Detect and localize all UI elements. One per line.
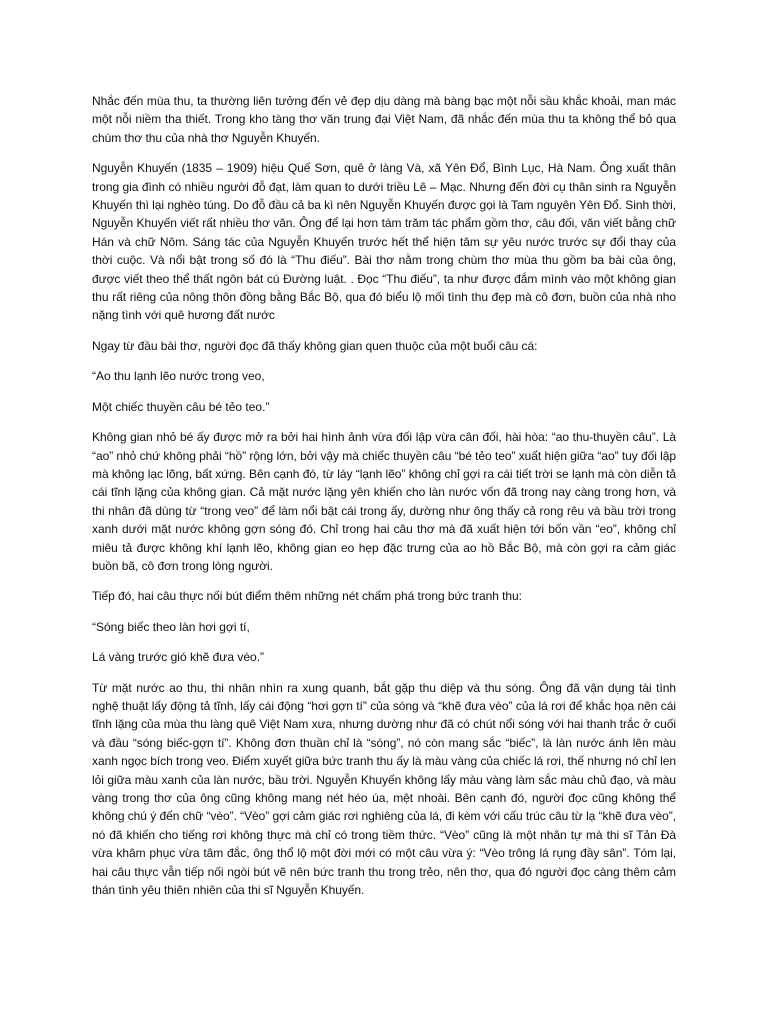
author-paragraph: Nguyễn Khuyến (1835 – 1909) hiệu Quế Sơn, quê ở làng Và, xã Yên Đổ, Bình Lục, Hà Nam. Ông xuất thân trong gia đình có nhiều người đỗ đạt, làm quan to dưới triều Lê – Mạc. Nhưng đến đời cụ thân sinh ra Nguyễn Khuyến thì lại nghèo túng. Do đỗ đầu cả ba kì nên Nguyễn Khuyến được gọi là Tam nguyên Yên Đổ. Sinh thời, Nguyễn Khuyến viết rất nhiều thơ văn. Ông để lại hơn tám trăm tác phẩm gồm thơ, câu đối, văn viết bằng chữ Hán và chữ Nôm. Sáng tác của Nguyễn Khuyến trước hết thể hiện tâm sự yêu nước trước sự đổi thay của thời cuộc. Và nổi bật trong số đó là “Thu điếu”. Bài thơ nằm trong chùm thơ mùa thu gồm ba bài của ông, được viết theo thể thất ngôn bát cú Đường luật. . Đọc “Thu điếu”, ta như được đắm mình vào một không gian thu rất riêng của nông thôn đồng bằng Bắc Bộ, qua đó biểu lộ mối tình thu đẹp mà cô đơn, buồn của nhà nho nặng tình với quê hương đất nước <box>92 161 676 323</box>
analysis-paragraph-1: Không gian nhỏ bé ấy được mở ra bởi hai hình ảnh vừa đối lập vừa cân đối, hài hòa: “ao thu-thuyền câu”. Là “ao” nhỏ chứ không phải “hồ” rộng lớn, bởi vậy mà chiếc thuyền câu “bé tẻo teo” xuất hiện giữa “ao” tuy đối lập mà không lạc lõng, bất xứng. Bên cạnh đó, từ láy “lạnh lẽo” không chỉ gợi ra cái tiết trời se lạnh mà còn diễn tả cái tĩnh lặng của không gian. Cả mặt nước lặng yên khiến cho làn nước vốn đã trong nay càng trong hơn, và thi nhân đã dùng từ “trong veo” để làm nổi bật cái trong ấy, dường như ông thấy cả rong rêu và bầu trời trong xanh dưới mặt nước không gợn sóng đó. Chỉ trong hai câu thơ mà đã xuất hiện tới bốn vần “eo”, không chỉ miêu tả được không khí lạnh lẽo, không gian eo hẹp đặc trưng của ao hồ Bắc Bộ, mà còn gợi ra cảm giác buồn bã, cô đơn trong lòng người. <box>92 430 676 573</box>
lead-in-paragraph-2: Tiếp đó, hai câu thực nối bút điểm thêm những nét chấm phá trong bức tranh thu: <box>92 589 522 604</box>
intro-paragraph: Nhắc đến mùa thu, ta thường liên tưởng đến vẻ đẹp dịu dàng mà bàng bạc một nỗi sầu khắc khoải, man mác một nỗi niềm tha thiết. Trong kho tàng thơ văn trung đại Việt Nam, đã nhắc đến mùa thu ta không thể bỏ qua chùm thơ thu của nhà thơ Nguyễn Khuyến. <box>92 94 676 145</box>
poem-line-3: “Sóng biếc theo làn hơi gợi tí, <box>92 619 250 634</box>
poem-line-1: “Ao thu lạnh lẽo nước trong veo, <box>92 369 265 384</box>
poem-line-4: Lá vàng trước gió khẽ đưa vèo.” <box>92 650 265 665</box>
analysis-paragraph-2: Từ mặt nước ao thu, thi nhân nhìn ra xung quanh, bắt gặp thu diệp và thu sóng. Ông đã vận dụng tài tình nghệ thuật lấy động tả tĩnh, lấy cái động “hơi gợn tí” của sóng và “khẽ đưa vèo” của lá rơi để khắc họa nên cái tĩnh lặng của mùa thu làng quê Việt Nam xưa, nhưng dường như đã có chút nổi sóng với hai thanh trắc ở cuối và đầu “sóng biếc-gợn tí”. Không đơn thuần chỉ là “sóng”, nó còn mang sắc “biếc”, là làn nước ánh lên màu xanh ngọc bích trong veo. Điểm xuyết giữa bức tranh thu ấy là màu vàng của chiếc lá rơi, thế nhưng nó chỉ len lỏi giữa màu xanh của làn nước, bầu trời. Nguyễn Khuyến không lấy màu vàng làm sắc màu chủ đạo, và màu vàng trong thơ của ông cũng không mang nét héo úa, mệt nhoài. Bên cạnh đó, người đọc cũng không thể không chú ý đến chữ “vèo”. “Vèo” gợi cảm giác rơi nghiêng của lá, đi kèm với cấu trúc câu từ lạ “khẽ đưa vèo”, nó đã khiến cho tiếng rơi không thực mà chỉ có trong tiềm thức. “Vèo” cũng là một nhân tự mà thi sĩ Tản Đà vừa khâm phục vừa tâm đắc, ông thổ lộ một đời mới có một câu vừa ý: “Vèo trông lá rụng đầy sân”. Tóm lại, hai câu thực vẫn tiếp nối ngòi bút vẽ nên bức tranh thu trong trẻo, nên thơ, qua đó người đọc càng thêm cảm thán tình yêu thiên nhiên của thi sĩ Nguyễn Khuyến. <box>92 680 676 898</box>
poem-line-2: Một chiếc thuyền câu bé tẻo teo.” <box>92 399 270 414</box>
lead-in-paragraph: Ngay từ đầu bài thơ, người đọc đã thấy không gian quen thuộc của một buổi câu cá: <box>92 338 538 353</box>
